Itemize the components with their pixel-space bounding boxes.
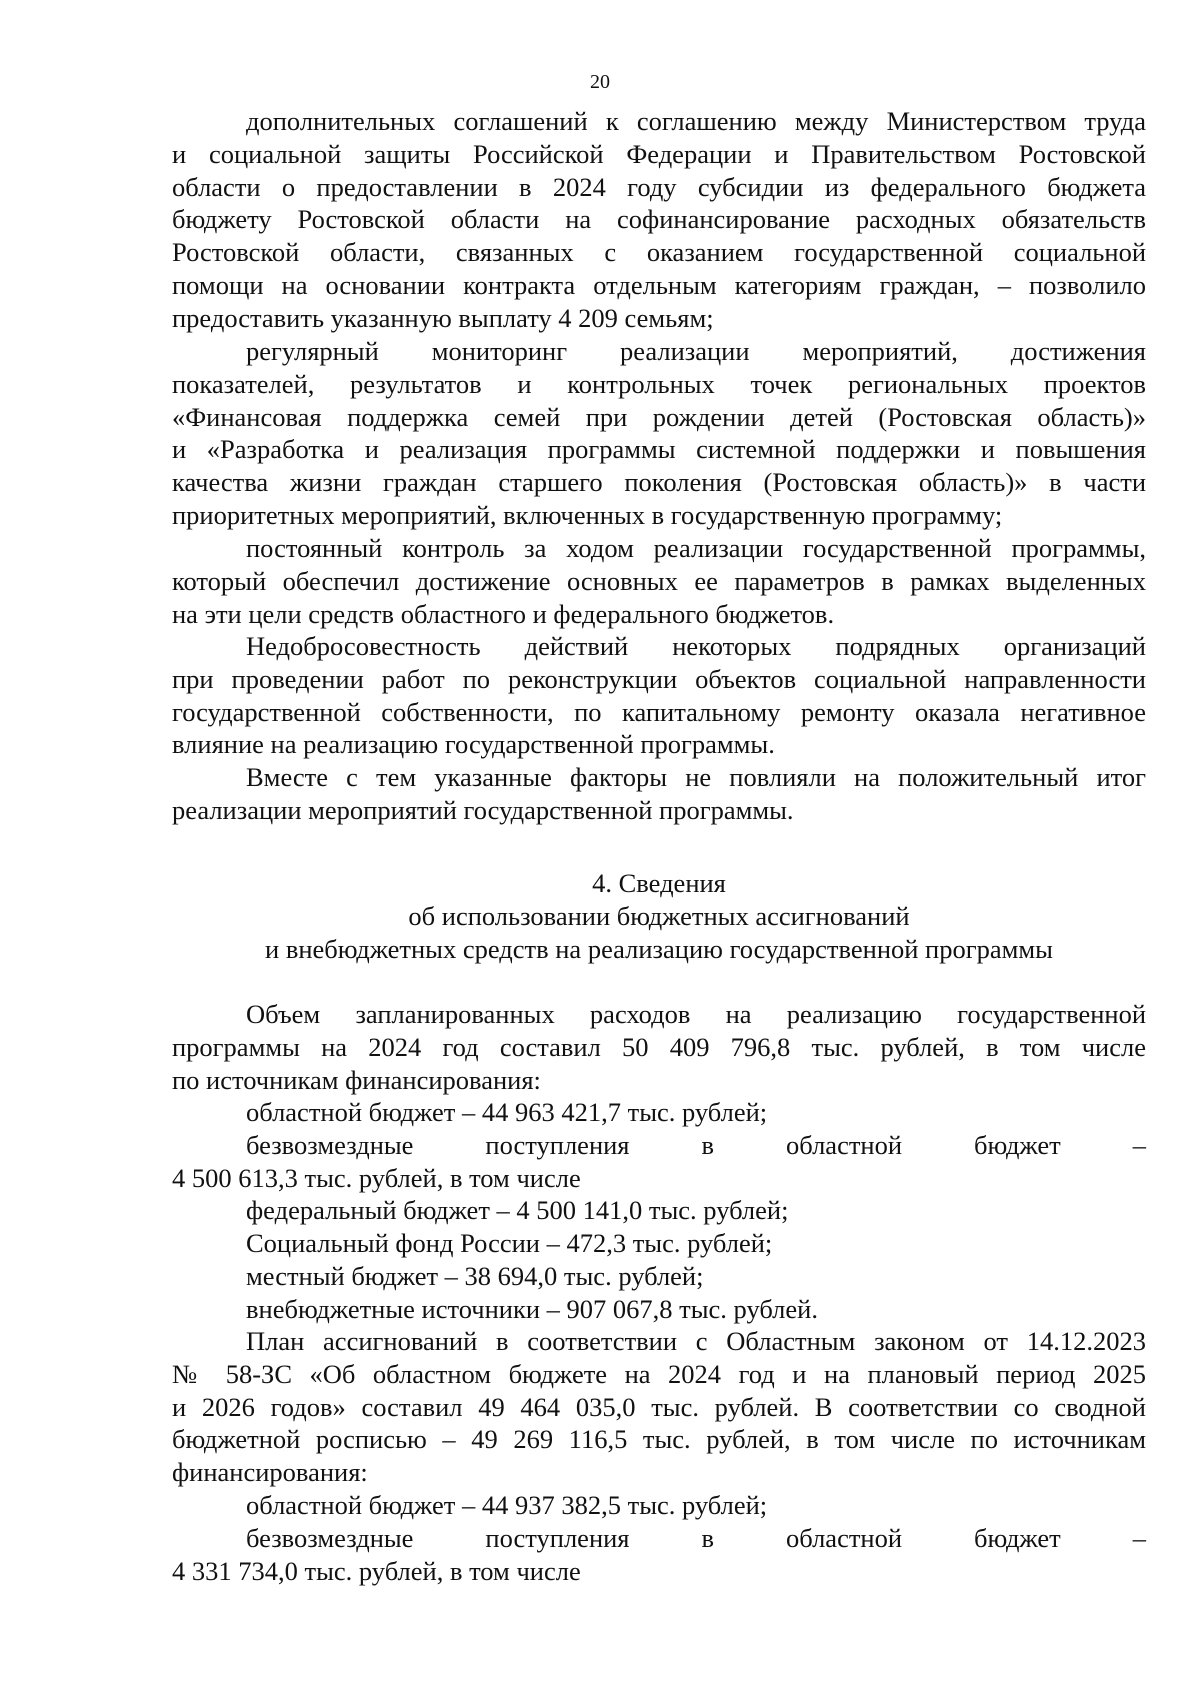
text-line: бюджетной росписью – 49 269 116,5 тыс. рублей, в том числе по источникам	[172, 1424, 1146, 1455]
funding-list-2	[172, 1489, 1146, 1587]
text-line: «Финансовая поддержка семей при рождении детей (Ростовская область)»	[172, 401, 1146, 432]
text-line: реализации мероприятий государственной программы.	[172, 794, 794, 825]
list-item: Социальный фонд России – 472,3 тыс. рублей;	[246, 1228, 773, 1259]
text-line: бюджету Ростовской области на софинансирование расходных обязательств	[172, 204, 1146, 235]
text-line: Объем запланированных расходов на реализацию государственной	[246, 999, 1146, 1029]
text-line: который обеспечил достижение основных ее параметров в рамках выделенных	[172, 565, 1146, 596]
list-item: 4 331 734,0 тыс. рублей, в том числе	[172, 1555, 581, 1586]
list-item: федеральный бюджет – 4 500 141,0 тыс. рублей;	[246, 1195, 789, 1226]
text-line: № 58-ЗС «Об областном бюджете на 2024 год и на плановый период 2025	[172, 1358, 1146, 1389]
paragraph-3	[172, 532, 1146, 630]
section-heading	[172, 867, 1146, 965]
heading-line: об использовании бюджетных ассигнований	[408, 900, 910, 931]
paragraph-5	[172, 761, 1146, 827]
text-line: План ассигнований в соответствии с Областным законом от 14.12.2023	[246, 1326, 1146, 1356]
heading-line: 4. Сведения	[592, 868, 726, 898]
paragraph-2	[172, 335, 1146, 532]
text-line: Недобросовестность действий некоторых подрядных организаций	[246, 631, 1146, 661]
list-item: областной бюджет – 44 963 421,7 тыс. рублей;	[246, 1097, 768, 1127]
paragraph-7	[172, 1325, 1146, 1489]
text-line: качества жизни граждан старшего поколения (Ростовская область)» в части	[172, 467, 1146, 498]
list-item: внебюджетные источники – 907 067,8 тыс. рублей.	[246, 1293, 818, 1324]
list-item: областной бюджет – 44 937 382,5 тыс. рублей;	[246, 1490, 768, 1520]
text-line: регулярный мониторинг реализации мероприятий, достижения	[246, 336, 1146, 366]
text-line: влияние на реализацию государственной программы.	[172, 729, 775, 760]
list-item: местный бюджет – 38 694,0 тыс. рублей;	[246, 1260, 704, 1291]
list-item: безвозмездные поступления в областной бюджет –	[246, 1522, 1146, 1553]
text-line: и социальной защиты Российской Федерации и Правительством Ростовской	[172, 138, 1146, 169]
text-line: Ростовской области, связанных с оказанием государственной социальной	[172, 237, 1146, 268]
text-line: дополнительных соглашений к соглашению между Министерством труда	[246, 106, 1146, 136]
paragraph-4	[172, 630, 1146, 761]
text-line: показателей, результатов и контрольных точек региональных проектов	[172, 368, 1146, 399]
text-line: области о предоставлении в 2024 году субсидии из федерального бюджета	[172, 171, 1146, 202]
text-line: государственной собственности, по капитальному ремонту оказала негативное	[172, 696, 1146, 727]
text-line: приоритетных мероприятий, включенных в государственную программу;	[172, 499, 1003, 530]
list-item: 4 500 613,3 тыс. рублей, в том числе	[172, 1162, 581, 1193]
text-line: и 2026 годов» составил 49 464 035,0 тыс. рублей. В соответствии со сводной	[172, 1391, 1146, 1422]
text-line: при проведении работ по реконструкции объектов социальной направленности	[172, 663, 1146, 694]
page-number: 20	[590, 71, 610, 93]
text-line: предоставить указанную выплату 4 209 семьям;	[172, 302, 714, 333]
list-item: безвозмездные поступления в областной бюджет –	[246, 1129, 1146, 1160]
text-line: помощи на основании контракта отдельным категориям граждан, – позволило	[172, 269, 1146, 300]
text-line: на эти цели средств областного и федерального бюджетов.	[172, 598, 835, 629]
text-line: финансирования:	[172, 1457, 368, 1488]
text-line: постоянный контроль за ходом реализации государственной программы,	[246, 533, 1146, 563]
funding-list-1	[172, 1096, 1146, 1326]
text-line: по источникам финансирования:	[172, 1064, 541, 1095]
text-line: и «Разработка и реализация программы системной поддержки и повышения	[172, 434, 1146, 465]
paragraph-6	[172, 998, 1146, 1096]
text-line: Вместе с тем указанные факторы не повлияли на положительный итог	[246, 762, 1146, 792]
paragraph-1	[172, 105, 1146, 335]
heading-line: и внебюджетных средств на реализацию государственной программы	[265, 933, 1053, 964]
text-line: программы на 2024 год составил 50 409 796,8 тыс. рублей, в том числе	[172, 1031, 1146, 1062]
